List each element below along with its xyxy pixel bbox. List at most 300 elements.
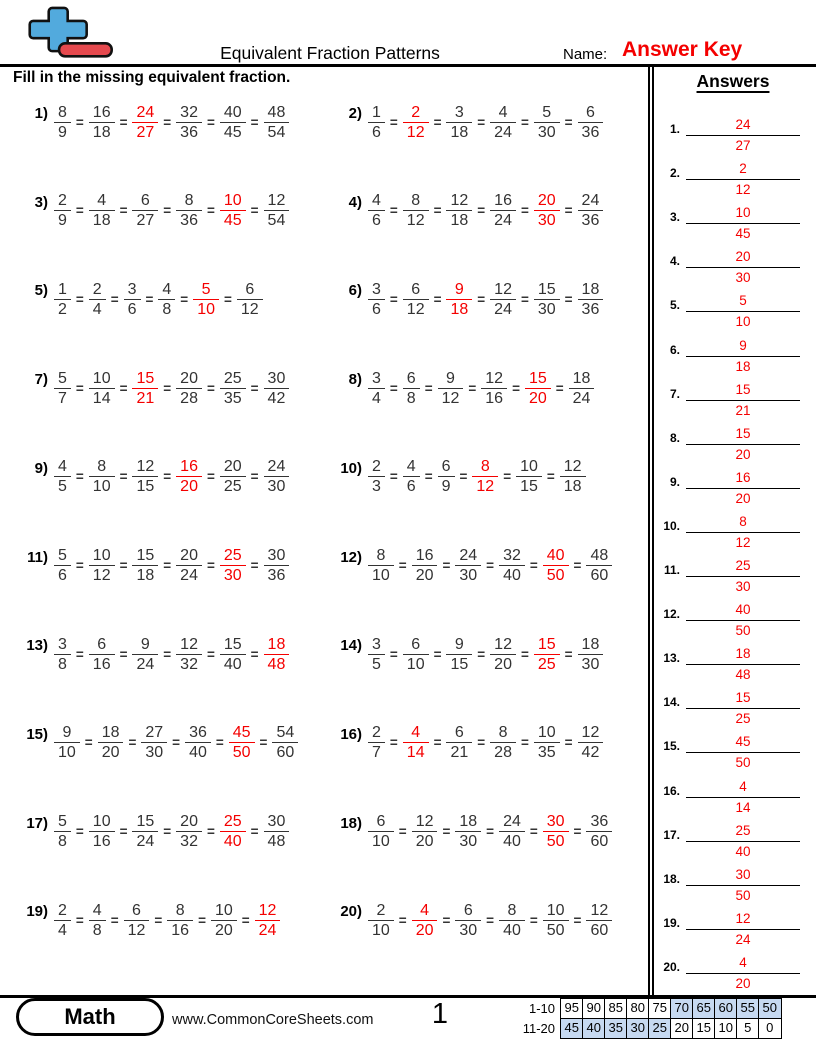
answer-number: 8. (669, 430, 680, 445)
fraction (89, 812, 115, 851)
fraction (89, 191, 115, 230)
numerator: 24 (581, 192, 600, 210)
equals-sign: = (215, 735, 224, 751)
fraction (237, 280, 263, 319)
problem-4 (330, 187, 603, 235)
answer-blank-line (686, 356, 800, 357)
fraction (455, 901, 481, 940)
grade-cell: 10 (714, 1018, 738, 1039)
missing-fraction-answer (543, 546, 569, 585)
numerator: 30 (546, 813, 565, 831)
numerator: 2 (58, 192, 67, 210)
answer-numerator: 4 (739, 954, 747, 970)
equals-sign: = (119, 824, 128, 840)
equals-sign: = (163, 558, 172, 573)
fraction (132, 546, 158, 585)
fraction (176, 812, 202, 851)
numerator: 32 (503, 547, 521, 564)
denominator: 8 (403, 388, 420, 408)
equals-sign: = (75, 558, 84, 573)
answer-numerator: 15 (735, 381, 751, 397)
fraction (124, 280, 141, 319)
denominator: 45 (220, 122, 246, 142)
equals-sign: = (389, 203, 398, 219)
problem-6 (330, 275, 603, 323)
equals-sign: = (546, 469, 555, 485)
denominator: 24 (490, 122, 516, 142)
fraction (560, 457, 586, 496)
numerator: 9 (454, 280, 464, 298)
answer-blank-line (686, 179, 800, 180)
numerator: 4 (92, 901, 102, 919)
numerator: 20 (180, 547, 198, 564)
answer-blank-line (686, 664, 800, 665)
problem-number: 13) (26, 637, 48, 655)
fraction (543, 901, 569, 940)
problem-number: 3) (34, 193, 48, 211)
numerator: 4 (372, 192, 381, 210)
numerator: 2 (372, 724, 381, 742)
denominator: 25 (534, 654, 560, 674)
answer-numerator: 2 (739, 161, 747, 177)
numerator: 6 (411, 635, 421, 653)
missing-fraction-answer (193, 280, 219, 319)
equals-sign: = (486, 912, 495, 928)
numerator: 15 (136, 369, 155, 387)
denominator: 4 (368, 388, 385, 408)
denominator: 16 (167, 920, 193, 940)
denominator: 12 (403, 299, 429, 319)
answer-number: 15. (663, 739, 680, 754)
denominator: 36 (578, 299, 604, 319)
fraction (490, 191, 516, 230)
answer-denominator: 30 (735, 579, 751, 594)
numerator: 25 (223, 813, 242, 831)
equals-sign: = (163, 203, 172, 219)
answer-numerator: 12 (735, 910, 751, 926)
numerator: 8 (498, 724, 508, 742)
equals-sign: = (573, 912, 582, 928)
equals-sign: = (468, 380, 477, 396)
missing-fraction-answer (403, 103, 429, 142)
denominator: 6 (368, 122, 385, 142)
fraction (264, 812, 290, 851)
denominator: 5 (368, 654, 385, 674)
denominator: 21 (132, 388, 158, 408)
problem-18 (330, 808, 612, 856)
denominator: 20 (412, 831, 438, 851)
numerator: 8 (58, 103, 67, 121)
numerator: 12 (180, 635, 198, 653)
answer-denominator: 14 (735, 799, 751, 815)
denominator: 40 (220, 831, 246, 851)
denominator: 14 (403, 742, 429, 762)
denominator: 8 (54, 831, 71, 851)
grade-row-label: 1-10 (528, 1001, 555, 1016)
problem-19 (16, 896, 280, 944)
equals-sign: = (206, 203, 215, 219)
fraction (220, 457, 246, 496)
fraction (516, 457, 542, 496)
problem-number: 9) (34, 459, 48, 477)
numerator: 10 (214, 901, 233, 919)
answer-entry-1 (648, 116, 804, 154)
fraction (446, 635, 472, 674)
fraction (490, 280, 516, 319)
fraction (403, 457, 420, 496)
numerator: 2 (411, 103, 421, 121)
numerator: 9 (454, 635, 464, 653)
grade-cell: 95 (560, 998, 584, 1019)
numerator: 6 (406, 369, 416, 387)
fraction (54, 103, 71, 142)
numerator: 8 (184, 192, 194, 210)
fraction (368, 546, 394, 585)
grading-table (516, 998, 782, 1039)
grade-cell: 65 (692, 998, 716, 1019)
equals-sign: = (110, 291, 119, 307)
fraction (264, 457, 290, 496)
answer-numerator: 20 (735, 249, 751, 265)
missing-fraction-answer (446, 280, 472, 319)
numerator: 27 (145, 724, 164, 742)
fraction (89, 103, 115, 142)
answer-number: 12. (663, 607, 680, 622)
numerator: 10 (520, 458, 538, 476)
numerator: 6 (454, 724, 464, 742)
problem-number: 14) (340, 637, 362, 655)
fraction (185, 723, 211, 762)
numerator: 45 (232, 724, 251, 742)
fraction (490, 103, 516, 142)
numerator: 3 (454, 103, 464, 121)
fraction (438, 369, 464, 408)
page-number: 1 (431, 998, 449, 1030)
numerator: 48 (267, 103, 286, 121)
fraction (264, 103, 290, 142)
fraction (412, 546, 438, 585)
equals-sign: = (163, 646, 172, 662)
equals-sign: = (398, 912, 407, 928)
equals-sign: = (389, 380, 398, 396)
fraction (438, 457, 455, 496)
answer-blank-line (686, 576, 800, 577)
numerator: 6 (463, 901, 473, 919)
equals-sign: = (198, 912, 206, 928)
numerator: 1 (372, 103, 381, 121)
answer-denominator: 24 (735, 931, 751, 947)
problem-number: 15) (26, 725, 48, 743)
fraction (220, 369, 246, 408)
numerator: 4 (58, 458, 67, 476)
equals-sign: = (389, 735, 398, 751)
fraction (158, 280, 175, 319)
fraction (54, 812, 71, 851)
numerator: 3 (372, 280, 381, 298)
answer-denominator: 48 (735, 667, 751, 683)
fraction (54, 280, 71, 319)
missing-fraction-answer (543, 812, 569, 851)
problem-number: 7) (34, 371, 48, 389)
equals-sign: = (75, 203, 84, 219)
missing-fraction-answer (220, 546, 246, 585)
denominator: 24 (132, 654, 158, 674)
problem-13 (16, 630, 289, 678)
numerator: 12 (136, 458, 155, 476)
denominator: 2 (54, 299, 71, 319)
denominator: 10 (403, 654, 429, 674)
numerator: 8 (376, 547, 386, 564)
denominator: 30 (264, 476, 290, 496)
fraction (368, 812, 394, 851)
numerator: 6 (245, 280, 255, 298)
denominator: 12 (403, 210, 429, 230)
numerator: 10 (546, 901, 565, 919)
denominator: 3 (368, 476, 385, 496)
denominator: 36 (176, 122, 202, 142)
equals-sign: = (520, 735, 529, 751)
numerator: 20 (223, 458, 242, 476)
equals-sign: = (389, 114, 398, 130)
grade-row-11-20 (516, 1018, 782, 1039)
denominator: 45 (220, 210, 246, 230)
answer-entry-4 (648, 248, 804, 286)
grade-cell: 15 (692, 1018, 716, 1039)
equals-sign: = (486, 824, 495, 840)
answer-blank-line (686, 797, 800, 798)
denominator: 50 (543, 920, 569, 940)
header-divider-line (0, 64, 816, 67)
denominator: 4 (54, 920, 71, 940)
answer-number: 17. (663, 827, 680, 842)
equals-sign: = (433, 114, 442, 130)
fraction (368, 723, 385, 762)
equals-sign: = (503, 469, 512, 485)
fraction (368, 280, 385, 319)
problem-number: 20) (340, 903, 362, 921)
numerator: 16 (92, 103, 111, 121)
fraction (490, 635, 516, 674)
problem-2 (330, 98, 603, 146)
denominator: 50 (229, 742, 255, 762)
numerator: 18 (581, 635, 600, 653)
answer-blank-line (686, 929, 800, 930)
fraction (220, 103, 246, 142)
answer-number: 20. (663, 959, 680, 974)
answer-numerator: 24 (735, 117, 751, 132)
problem-5 (16, 275, 263, 323)
problem-11 (16, 542, 289, 590)
numerator: 30 (267, 813, 286, 831)
numerator: 6 (411, 280, 421, 298)
denominator: 18 (560, 476, 586, 496)
denominator: 28 (176, 388, 202, 408)
answer-denominator: 25 (735, 711, 751, 727)
answer-number: 14. (663, 695, 680, 710)
denominator: 36 (264, 565, 290, 585)
denominator: 25 (220, 476, 246, 496)
equals-sign: = (477, 114, 486, 130)
denominator: 40 (185, 742, 211, 762)
answer-entry-20 (648, 954, 804, 992)
answer-denominator: 21 (735, 402, 751, 418)
page-title: Equivalent Fraction Patterns (220, 43, 440, 63)
answer-entry-11 (648, 557, 804, 595)
denominator: 9 (54, 210, 71, 230)
denominator: 42 (578, 742, 604, 762)
answer-entry-13 (648, 645, 804, 683)
denominator: 20 (490, 654, 516, 674)
numerator: 8 (507, 901, 517, 919)
numerator: 4 (420, 901, 430, 919)
answer-number: 10. (663, 518, 680, 533)
answer-entry-18 (648, 866, 804, 904)
problem-9 (16, 453, 289, 501)
answer-number: 3. (669, 210, 680, 225)
fraction (534, 723, 560, 762)
equals-sign: = (389, 646, 398, 662)
equals-sign: = (180, 291, 189, 307)
missing-fraction-answer (229, 723, 255, 762)
problem-number: 10) (340, 459, 362, 477)
fraction (481, 369, 507, 408)
fraction (54, 457, 71, 496)
equals-sign: = (250, 469, 259, 485)
denominator: 8 (54, 654, 71, 674)
problem-number: 16) (340, 725, 362, 743)
numerator: 30 (267, 547, 286, 564)
fraction (578, 723, 604, 762)
numerator: 25 (223, 547, 242, 564)
denominator: 12 (237, 299, 263, 319)
problem-number: 12) (340, 548, 362, 566)
denominator: 7 (368, 742, 385, 762)
fraction (89, 635, 115, 674)
answer-numerator: 9 (739, 337, 747, 353)
grade-cell: 75 (648, 998, 672, 1019)
equals-sign: = (75, 380, 84, 396)
equals-sign: = (398, 558, 407, 573)
denominator: 12 (472, 476, 498, 496)
denominator: 12 (438, 388, 464, 408)
denominator: 48 (264, 831, 290, 851)
grade-cell: 80 (626, 998, 650, 1019)
numerator: 15 (537, 280, 556, 298)
missing-fraction-answer (525, 369, 551, 408)
numerator: 10 (92, 369, 111, 387)
numerator: 12 (581, 724, 600, 742)
fraction (141, 723, 167, 762)
equals-sign: = (564, 735, 573, 751)
answer-numerator: 18 (735, 646, 751, 662)
denominator: 30 (220, 565, 246, 585)
numerator: 9 (140, 635, 150, 653)
denominator: 15 (516, 476, 542, 496)
equals-sign: = (75, 646, 84, 662)
answer-numerator: 16 (735, 469, 751, 485)
fraction (578, 103, 604, 142)
fraction (534, 103, 560, 142)
equals-sign: = (250, 824, 259, 840)
denominator: 42 (264, 388, 290, 408)
numerator: 20 (537, 192, 556, 210)
denominator: 40 (499, 831, 525, 851)
answer-denominator: 50 (735, 623, 751, 639)
answers-title: Answers (696, 71, 770, 91)
equals-sign: = (398, 824, 407, 840)
fraction (167, 901, 193, 940)
numerator: 15 (528, 369, 547, 387)
answer-numerator: 15 (735, 690, 751, 706)
fraction (124, 901, 150, 940)
denominator: 12 (403, 122, 429, 142)
denominator: 30 (455, 831, 481, 851)
fraction (176, 546, 202, 585)
brand-badge: Math (16, 998, 164, 1036)
numerator: 8 (480, 458, 490, 476)
answer-blank-line (686, 444, 800, 445)
equals-sign: = (154, 912, 163, 928)
fraction (89, 280, 106, 319)
numerator: 12 (267, 192, 286, 210)
numerator: 54 (276, 724, 295, 742)
denominator: 36 (578, 210, 604, 230)
equals-sign: = (250, 203, 259, 219)
equals-sign: = (119, 469, 128, 485)
numerator: 5 (58, 547, 67, 564)
denominator: 6 (403, 476, 420, 496)
denominator: 24 (490, 210, 516, 230)
answer-denominator: 45 (735, 226, 751, 242)
numerator: 20 (180, 813, 198, 831)
denominator: 32 (176, 654, 202, 674)
fraction (569, 369, 595, 408)
denominator: 15 (446, 654, 472, 674)
problem-17 (16, 808, 289, 856)
denominator: 15 (132, 476, 158, 496)
denominator: 40 (499, 565, 525, 585)
fraction (368, 457, 385, 496)
fraction (54, 635, 71, 674)
answer-number: 6. (669, 342, 680, 357)
missing-fraction-answer (176, 457, 202, 496)
answer-blank-line (686, 400, 800, 401)
numerator: 4 (162, 280, 172, 298)
denominator: 48 (264, 654, 290, 674)
denominator: 9 (54, 122, 71, 142)
equals-sign: = (206, 646, 215, 662)
answer-entry-2 (648, 160, 804, 198)
equals-sign: = (442, 558, 451, 573)
answer-number: 5. (669, 298, 680, 313)
numerator: 12 (258, 901, 277, 919)
problem-number: 5) (34, 282, 48, 300)
answer-numerator: 10 (735, 205, 751, 221)
answer-denominator: 50 (735, 755, 751, 771)
grade-cell: 85 (604, 998, 628, 1019)
problem-16 (330, 719, 603, 767)
equals-sign: = (259, 735, 268, 751)
grade-cell: 30 (626, 1018, 650, 1039)
answer-blank-line (686, 620, 800, 621)
answer-number: 2. (669, 166, 680, 181)
equals-sign: = (163, 824, 172, 840)
numerator: 24 (503, 813, 521, 831)
answer-denominator: 20 (735, 975, 751, 991)
missing-fraction-answer (472, 457, 498, 496)
numerator: 4 (97, 192, 107, 210)
equals-sign: = (223, 291, 232, 307)
